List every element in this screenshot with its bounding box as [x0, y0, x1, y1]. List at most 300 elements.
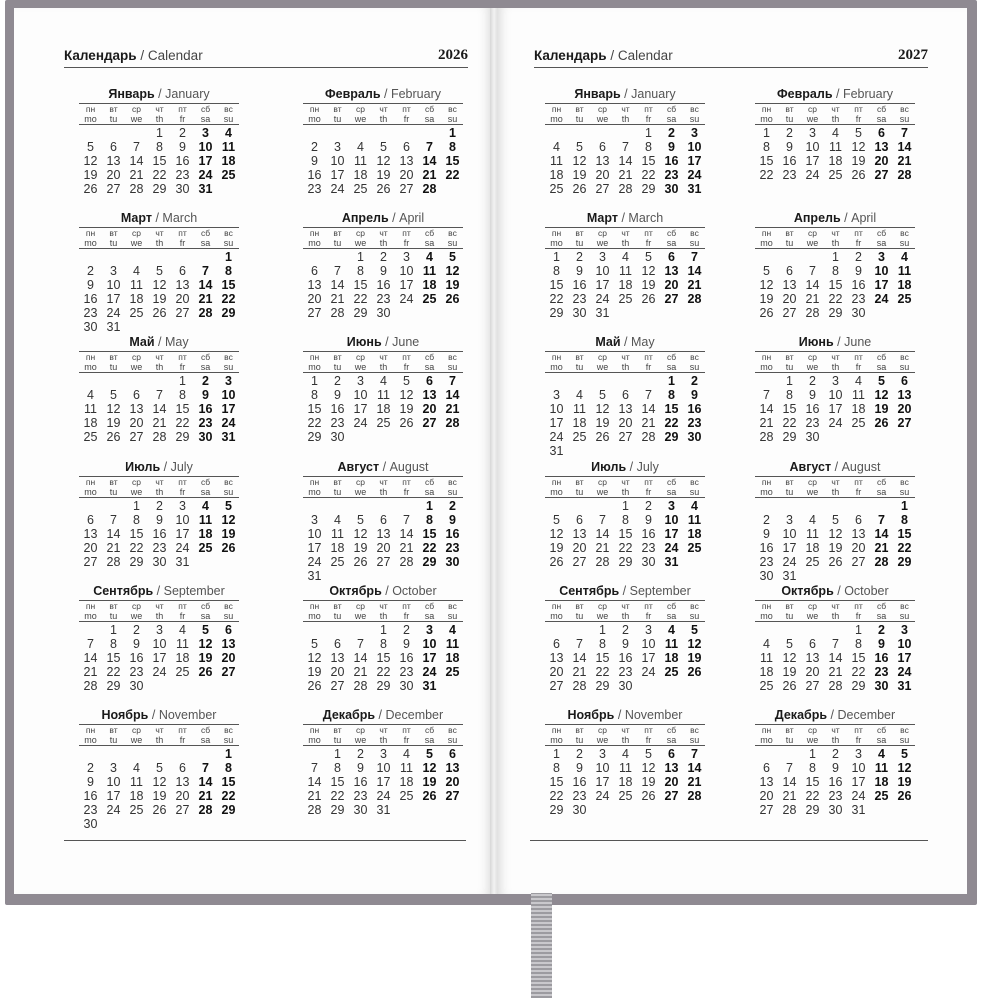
day-cell: 15: [445, 154, 460, 168]
empty-cell: [870, 499, 893, 513]
weekday-en: su: [899, 487, 910, 497]
weekday-ru: пн: [85, 601, 96, 611]
day-cell: 14: [198, 775, 213, 789]
weekday-ru: пн: [85, 477, 96, 487]
month-title: [79, 707, 239, 723]
day-cell: 23: [330, 416, 345, 430]
weekday-ru: сб: [424, 725, 435, 735]
month-title: [79, 459, 239, 475]
weekday-en: su: [899, 362, 910, 372]
day-cell: 12: [687, 637, 702, 651]
day-cell: 15: [782, 402, 797, 416]
weekday-en: sa: [424, 611, 435, 621]
header-title: [534, 48, 673, 63]
weekday-en: sa: [200, 114, 211, 124]
day-cell: 12: [851, 140, 866, 154]
day-cell: 7: [110, 513, 117, 527]
day-cell: 5: [645, 747, 652, 761]
weekday-header: [545, 227, 705, 249]
day-cell: 26: [152, 306, 167, 320]
weekday-ru: пт: [402, 104, 411, 114]
month-name-en: September: [629, 584, 691, 598]
month-october: [755, 583, 915, 693]
month-title: [79, 86, 239, 102]
weekday-en: sa: [876, 735, 887, 745]
day-cell: 18: [572, 416, 587, 430]
day-cell: 14: [805, 278, 820, 292]
day-cell: 2: [645, 499, 652, 513]
weekday-en: sa: [666, 735, 677, 745]
day-cell: 25: [618, 292, 633, 306]
month-october: [303, 583, 463, 693]
month-title: [545, 334, 705, 350]
day-cell: 12: [198, 637, 213, 651]
empty-cell: [568, 499, 591, 513]
weekday-ru: пт: [644, 601, 653, 611]
day-cell: 23: [83, 306, 98, 320]
day-cell: 25: [828, 168, 843, 182]
empty-cell: [326, 623, 349, 637]
empty-cell: [545, 623, 568, 637]
weekday-en: fr: [855, 362, 862, 372]
days-grid: [755, 499, 915, 583]
day-cell: 7: [691, 747, 698, 761]
day-cell: 13: [572, 527, 587, 541]
day-cell: 16: [664, 154, 679, 168]
day-cell: 10: [897, 637, 912, 651]
day-cell: 11: [198, 513, 213, 527]
weekday-en: su: [447, 114, 458, 124]
day-cell: 26: [782, 679, 797, 693]
day-cell: 17: [664, 527, 679, 541]
day-cell: 11: [221, 140, 236, 154]
day-cell: 29: [129, 555, 144, 569]
empty-cell: [303, 126, 326, 140]
right-page: [497, 8, 967, 894]
month-march: [545, 210, 705, 320]
day-cell: 4: [403, 747, 410, 761]
day-cell: 11: [874, 761, 889, 775]
weekday-en: sa: [876, 611, 887, 621]
day-cell: 30: [572, 306, 587, 320]
month-title: [79, 583, 239, 599]
empty-cell: [303, 747, 326, 761]
day-cell: 3: [202, 126, 209, 140]
title-separator: /: [610, 48, 615, 63]
day-cell: 20: [549, 665, 564, 679]
day-cell: 8: [809, 761, 816, 775]
weekday-en: sa: [200, 238, 211, 248]
weekday-ru: ср: [598, 477, 607, 487]
weekday-ru: вс: [690, 352, 699, 362]
month-name-ru: Апрель: [793, 211, 841, 225]
day-cell: 19: [828, 541, 843, 555]
day-cell: 27: [129, 430, 144, 444]
weekday-en: fr: [403, 487, 410, 497]
month-may: [545, 334, 705, 458]
day-cell: 14: [422, 154, 437, 168]
weekday-en: tu: [785, 114, 794, 124]
weekday-en: we: [354, 611, 367, 621]
month-august: [303, 459, 463, 583]
day-cell: 16: [399, 651, 414, 665]
month-name-ru: Декабрь: [322, 708, 376, 722]
day-cell: 30: [198, 430, 213, 444]
day-cell: 19: [572, 168, 587, 182]
weekday-en: fr: [403, 362, 410, 372]
weekday-en: tu: [575, 487, 584, 497]
day-cell: 2: [878, 623, 885, 637]
empty-cell: [591, 499, 614, 513]
day-cell: 12: [399, 388, 414, 402]
day-cell: 15: [851, 651, 866, 665]
empty-cell: [755, 747, 778, 761]
day-cell: 23: [687, 416, 702, 430]
weekday-en: sa: [666, 238, 677, 248]
day-cell: 11: [400, 761, 413, 775]
weekday-en: su: [223, 114, 234, 124]
month-name-ru: Апрель: [341, 211, 389, 225]
day-cell: 22: [221, 292, 236, 306]
month-name-en: May: [631, 335, 655, 349]
day-cell: 30: [152, 555, 167, 569]
day-cell: 1: [179, 374, 186, 388]
day-cell: 5: [156, 264, 163, 278]
day-cell: 24: [399, 292, 414, 306]
day-cell: 28: [83, 679, 98, 693]
day-cell: 20: [307, 292, 322, 306]
empty-cell: [148, 374, 171, 388]
weekday-en: su: [223, 735, 234, 745]
day-cell: 27: [221, 665, 236, 679]
day-cell: 9: [156, 513, 163, 527]
weekday-en: we: [806, 487, 819, 497]
day-cell: 21: [422, 168, 437, 182]
day-cell: 21: [687, 278, 702, 292]
day-cell: 24: [549, 430, 564, 444]
day-cell: 24: [595, 292, 610, 306]
day-cell: 28: [353, 679, 368, 693]
day-cell: 3: [311, 513, 318, 527]
weekday-en: mo: [308, 362, 321, 372]
weekday-ru: чт: [379, 477, 388, 487]
day-cell: 14: [595, 527, 610, 541]
day-cell: 15: [307, 402, 322, 416]
day-cell: 21: [618, 168, 633, 182]
day-cell: 13: [422, 388, 437, 402]
empty-cell: [102, 374, 125, 388]
day-cell: 18: [422, 278, 437, 292]
day-cell: 16: [572, 278, 587, 292]
day-cell: 26: [641, 789, 656, 803]
weekday-ru: ср: [356, 228, 365, 238]
days-grid: [79, 126, 239, 196]
day-cell: 17: [549, 416, 564, 430]
empty-cell: [824, 623, 847, 637]
day-cell: 5: [202, 623, 209, 637]
weekday-header: [755, 227, 915, 249]
weekday-ru: пн: [309, 725, 320, 735]
day-cell: 1: [133, 499, 140, 513]
weekday-header: [545, 351, 705, 373]
day-cell: 25: [198, 541, 213, 555]
month-name-separator: /: [385, 335, 389, 349]
weekday-en: mo: [760, 362, 773, 372]
day-cell: 29: [106, 679, 121, 693]
month-name-ru: Июнь: [346, 335, 382, 349]
weekday-ru: пт: [644, 228, 653, 238]
month-name-separator: /: [837, 584, 841, 598]
month-name-ru: Февраль: [776, 87, 833, 101]
weekday-en: mo: [550, 238, 563, 248]
day-cell: 19: [152, 789, 167, 803]
day-cell: 16: [759, 541, 774, 555]
bookmark-ribbon[interactable]: [531, 893, 552, 998]
day-cell: 3: [110, 264, 117, 278]
weekday-ru: пт: [644, 352, 653, 362]
weekday-en: we: [354, 735, 367, 745]
day-cell: 16: [641, 527, 656, 541]
empty-cell: [349, 499, 372, 513]
day-cell: 20: [422, 402, 437, 416]
day-cell: 25: [129, 306, 144, 320]
weekday-en: th: [379, 487, 388, 497]
day-cell: 1: [225, 747, 232, 761]
day-cell: 9: [809, 388, 816, 402]
weekday-en: we: [596, 611, 609, 621]
day-cell: 9: [576, 264, 583, 278]
day-cell: 5: [691, 623, 698, 637]
day-cell: 1: [786, 374, 793, 388]
weekday-en: fr: [855, 114, 862, 124]
weekday-en: sa: [876, 362, 887, 372]
month-name-en: April: [851, 211, 877, 225]
day-cell: 26: [897, 789, 912, 803]
day-cell: 12: [376, 154, 391, 168]
month-title: [755, 583, 915, 599]
weekday-ru: чт: [621, 228, 630, 238]
day-cell: 15: [618, 527, 633, 541]
month-name-separator: /: [384, 87, 388, 101]
month-december: [755, 707, 915, 817]
empty-cell: [125, 250, 148, 264]
day-cell: 16: [83, 292, 98, 306]
weekday-header: [545, 600, 705, 622]
day-cell: 12: [828, 527, 843, 541]
day-cell: 22: [106, 665, 121, 679]
day-cell: 15: [641, 154, 656, 168]
day-cell: 10: [874, 264, 889, 278]
weekday-en: mo: [760, 735, 773, 745]
day-cell: 25: [618, 789, 633, 803]
day-cell: 26: [851, 168, 866, 182]
weekday-ru: вс: [900, 352, 909, 362]
month-name-en: November: [158, 708, 217, 722]
weekday-ru: пт: [178, 725, 187, 735]
weekday-ru: чт: [831, 352, 840, 362]
day-cell: 15: [376, 651, 391, 665]
day-cell: 31: [422, 679, 437, 693]
day-cell: 10: [828, 388, 843, 402]
empty-cell: [395, 126, 418, 140]
day-cell: 8: [901, 513, 908, 527]
day-cell: 10: [330, 154, 345, 168]
empty-cell: [125, 126, 148, 140]
day-cell: 25: [687, 541, 702, 555]
weekday-ru: сб: [424, 104, 435, 114]
day-cell: 28: [307, 803, 322, 817]
day-cell: 24: [198, 168, 213, 182]
day-cell: 17: [782, 541, 797, 555]
month-name-en: December: [385, 708, 444, 722]
weekday-en: fr: [855, 238, 862, 248]
day-cell: 21: [152, 416, 167, 430]
weekday-ru: чт: [831, 104, 840, 114]
weekday-ru: пт: [178, 228, 187, 238]
day-cell: 26: [376, 182, 391, 196]
day-cell: 7: [449, 374, 456, 388]
day-cell: 29: [782, 430, 797, 444]
day-cell: 19: [83, 168, 98, 182]
weekday-en: su: [689, 611, 700, 621]
empty-cell: [171, 747, 194, 761]
month-name-separator: /: [836, 87, 840, 101]
day-cell: 27: [618, 430, 633, 444]
day-cell: 17: [221, 402, 236, 416]
day-cell: 16: [376, 278, 391, 292]
day-cell: 13: [782, 278, 797, 292]
day-cell: 27: [399, 182, 414, 196]
empty-cell: [614, 374, 637, 388]
day-cell: 19: [445, 278, 460, 292]
day-cell: 27: [307, 306, 322, 320]
day-cell: 28: [641, 430, 656, 444]
day-cell: 19: [152, 292, 167, 306]
day-cell: 16: [851, 278, 866, 292]
weekday-en: tu: [109, 362, 118, 372]
weekday-ru: вт: [109, 104, 118, 114]
day-cell: 11: [331, 527, 344, 541]
weekday-en: mo: [84, 735, 97, 745]
day-cell: 3: [691, 126, 698, 140]
day-cell: 14: [641, 402, 656, 416]
day-cell: 16: [445, 527, 460, 541]
weekday-en: mo: [308, 735, 321, 745]
day-cell: 23: [83, 803, 98, 817]
day-cell: 15: [353, 278, 368, 292]
year-label: 2027: [898, 47, 928, 63]
day-cell: 5: [763, 264, 770, 278]
day-cell: 7: [599, 513, 606, 527]
weekday-ru: пн: [551, 228, 562, 238]
day-cell: 8: [133, 513, 140, 527]
day-cell: 27: [664, 789, 679, 803]
weekday-ru: чт: [155, 104, 164, 114]
empty-cell: [801, 499, 824, 513]
weekday-en: th: [379, 114, 388, 124]
weekday-ru: ср: [808, 104, 817, 114]
empty-cell: [755, 499, 778, 513]
day-cell: 18: [828, 154, 843, 168]
weekday-en: mo: [84, 487, 97, 497]
day-cell: 18: [445, 651, 460, 665]
day-cell: 13: [175, 775, 190, 789]
day-cell: 8: [855, 637, 862, 651]
day-cell: 16: [353, 775, 368, 789]
day-cell: 14: [106, 527, 121, 541]
month-title: [303, 86, 463, 102]
day-cell: 18: [353, 168, 368, 182]
day-cell: 26: [422, 789, 437, 803]
empty-cell: [194, 250, 217, 264]
weekday-ru: чт: [379, 228, 388, 238]
day-cell: 11: [806, 527, 819, 541]
weekday-ru: вт: [575, 352, 584, 362]
day-cell: 9: [179, 140, 186, 154]
day-cell: 13: [897, 388, 912, 402]
day-cell: 31: [782, 569, 797, 583]
day-cell: 10: [175, 513, 190, 527]
weekday-ru: чт: [621, 104, 630, 114]
day-cell: 9: [691, 388, 698, 402]
weekday-ru: чт: [831, 228, 840, 238]
month-name-ru: Сентябрь: [559, 584, 620, 598]
day-cell: 24: [595, 789, 610, 803]
empty-cell: [326, 499, 349, 513]
day-cell: 12: [782, 651, 797, 665]
weekday-en: th: [831, 238, 840, 248]
days-grid: [755, 747, 915, 817]
empty-cell: [591, 374, 614, 388]
month-name-separator: /: [158, 335, 162, 349]
day-cell: 9: [133, 637, 140, 651]
day-cell: 18: [687, 527, 702, 541]
weekday-en: sa: [876, 487, 887, 497]
day-cell: 21: [129, 168, 144, 182]
day-cell: 27: [664, 292, 679, 306]
weekday-ru: вс: [690, 725, 699, 735]
day-cell: 30: [83, 817, 98, 831]
day-cell: 12: [641, 761, 656, 775]
weekday-en: su: [689, 735, 700, 745]
day-cell: 27: [83, 555, 98, 569]
month-name-ru: Октябрь: [781, 584, 834, 598]
weekday-header: [755, 600, 915, 622]
weekday-en: fr: [179, 238, 186, 248]
day-cell: 15: [175, 402, 190, 416]
weekday-ru: вс: [690, 228, 699, 238]
weekday-en: tu: [109, 114, 118, 124]
day-cell: 3: [110, 761, 117, 775]
day-cell: 24: [376, 789, 391, 803]
day-cell: 15: [152, 154, 167, 168]
day-cell: 13: [376, 527, 391, 541]
day-cell: 4: [622, 250, 629, 264]
day-cell: 10: [106, 775, 121, 789]
day-cell: 4: [622, 747, 629, 761]
day-cell: 20: [874, 154, 889, 168]
day-cell: 10: [221, 388, 236, 402]
weekday-en: su: [689, 487, 700, 497]
day-cell: 10: [687, 140, 702, 154]
day-cell: 4: [449, 623, 456, 637]
day-cell: 13: [399, 154, 414, 168]
empty-cell: [755, 623, 778, 637]
day-cell: 19: [874, 402, 889, 416]
weekday-ru: чт: [621, 352, 630, 362]
weekday-en: tu: [785, 487, 794, 497]
weekday-en: th: [831, 487, 840, 497]
